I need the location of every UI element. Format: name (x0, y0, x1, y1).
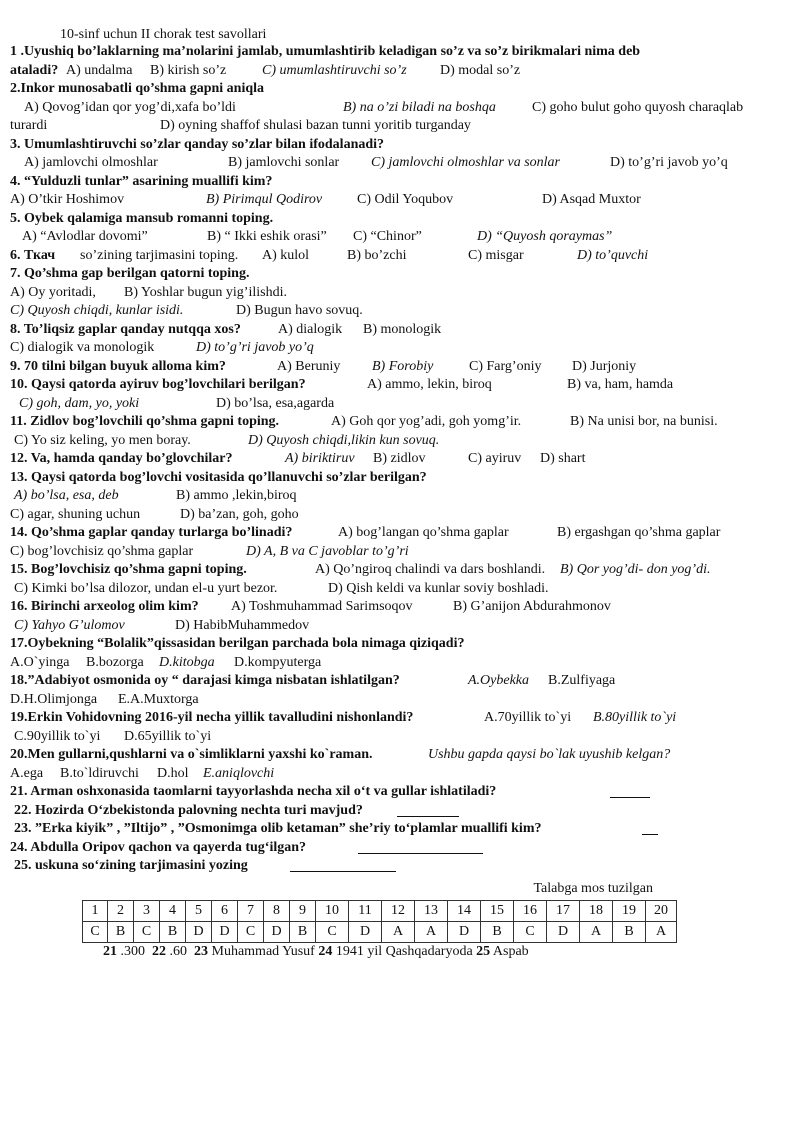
option-c: D.H.Olimjonga (10, 691, 98, 707)
option-a: A.O`yinga (10, 654, 70, 670)
option-d: D) “Quyosh qoraymas” (477, 229, 613, 244)
question-19-text: 19.Erkin Vohidovning 2016-yil necha yillik tavalludini nishonlandi? (10, 710, 414, 725)
question-14-options (10, 543, 790, 562)
answer-key-number-cell: 20 (646, 901, 677, 922)
open-answer-21: .300 (120, 944, 145, 959)
option-d: D) to’g’ri javob yo’q (196, 340, 314, 355)
answer-key-number-cell: 1 (83, 901, 108, 922)
answer-key-answer-cell: D (264, 922, 290, 943)
open-answer-number: 25 (476, 944, 491, 959)
answer-key-answer-cell: A (580, 922, 613, 943)
option-a: A) bog’langan qo’shma gaplar (338, 525, 509, 540)
option-b: B) ergashgan qo’shma gaplar (557, 525, 721, 540)
option-d: D.65yillik to`yi (124, 728, 212, 744)
answer-key-number-cell: 12 (382, 901, 415, 922)
option-a: A) ammo, lekin, biroq (367, 377, 492, 392)
option-b: B) G’anijon Abdurahmonov (453, 599, 611, 614)
question-25-text: 25. uskuna so‘zining tarjimasini yozing (14, 858, 248, 873)
option-a: A) “Avlodlar dovomi” (22, 229, 148, 244)
open-answer-number: 23 (194, 944, 208, 959)
option-b: B) kirish so’z (150, 62, 227, 78)
option-c: C) Yahyo G’ulomov (14, 617, 125, 633)
answer-key-number-cell: 7 (238, 901, 264, 922)
answer-key-number-cell: 5 (186, 901, 212, 922)
answer-key-number-cell: 19 (613, 901, 646, 922)
question-1-text-cont: ataladi? (10, 62, 59, 78)
option-a: A) Qo’ngiroq chalindi va dars boshlandi. (315, 562, 546, 577)
question-17-text: 17.Oybekning “Bolalik”qissasidan berilgan parchada bola nimaga qiziqadi? (10, 636, 465, 651)
question-20-options (10, 765, 790, 784)
option-a: A) Qovog’idan qor yog’di,xafa bo’ldi (24, 99, 236, 115)
question-17-options (10, 654, 790, 673)
option-d: D) shart (540, 451, 586, 466)
answer-key-table (82, 900, 677, 943)
question-11 (10, 413, 790, 432)
question-2-options-cont (10, 117, 790, 136)
question-7 (10, 265, 790, 284)
question-2-text: 2.Inkor munosabatli qo’shma gapni aniqla (10, 81, 265, 96)
question-15-options (10, 580, 790, 599)
question-19-options (10, 728, 790, 747)
option-b: B) Pirimqul Qodirov (206, 192, 323, 207)
question-12-text: 12. Va, hamda qanday bo’glovchilar? (10, 451, 233, 466)
option-b: B) monologik (363, 321, 442, 337)
option-b: B) Qor yog’di- don yog’di. (560, 562, 711, 577)
question-2 (10, 80, 790, 99)
answer-blank[interactable] (642, 820, 658, 835)
answer-key-answer-cell: A (646, 922, 677, 943)
question-23-text: 23. ”Erka kiyik” , ”Iltijo” , ”Osmonimga olib ketaman” she’riy to‘plamlar muallifi kim? (14, 821, 542, 836)
question-18-options (10, 691, 790, 710)
option-a: A) bo’lsa, esa, deb (14, 488, 119, 503)
question-8-options (10, 339, 790, 358)
answer-key-answer-cell: B (160, 922, 186, 943)
question-13-options (10, 487, 790, 506)
question-7-text: 7. Qo’shma gap berilgan qatorni toping. (10, 266, 250, 281)
option-b: B) na o’zi biladi na boshqa (343, 99, 496, 115)
answer-key-numbers-row (83, 901, 677, 922)
answer-key-answer-cell: A (382, 922, 415, 943)
question-9 (10, 358, 790, 377)
option-d: E.aniqlovchi (203, 765, 275, 781)
question-20-text: 20.Men gullarni,qushlarni va o`simliklarni yaxshi ko`raman. (10, 747, 373, 762)
option-b: B) jamlovchi sonlar (228, 155, 340, 170)
answer-blank[interactable] (358, 839, 483, 854)
answer-key-answer-cell: D (547, 922, 580, 943)
option-b: B) Forobiy (372, 358, 434, 374)
question-13 (10, 469, 790, 488)
option-d: D) Bugun havo sovuq. (236, 303, 363, 318)
page-title: 10-sinf uchun II chorak test savollari (60, 27, 267, 42)
question-6-text: 6. Ткач (10, 247, 56, 263)
answer-key-number-cell: 4 (160, 901, 186, 922)
answer-key-number-cell: 18 (580, 901, 613, 922)
option-a: A) dialogik (278, 321, 343, 337)
answer-blank[interactable] (397, 802, 459, 817)
question-5 (10, 210, 790, 229)
question-20 (10, 746, 790, 765)
option-a: A) biriktiruv (285, 451, 355, 466)
test-page (10, 26, 790, 876)
option-d: E.A.Muxtorga (118, 691, 199, 707)
option-c: C) Yo siz keling, yo men boray. (14, 432, 191, 448)
option-c: D.kitobga (159, 654, 215, 670)
option-b: B) bo’zchi (347, 247, 407, 263)
option-b: B.to`ldiruvchi (60, 765, 139, 781)
option-c-cont: turardi (10, 118, 48, 133)
question-4-options (10, 191, 790, 210)
answer-key-caption: Talabga mos tuzilgan (533, 881, 653, 896)
question-1-text: 1 .Uyushiq bo’laklarning ma’nolarini jamlab, umumlashtirib keladigan so’z va so’z birikmalari nima deb (10, 44, 641, 59)
option-d: D) ba’zan, goh, goho (180, 506, 299, 522)
option-d: D) modal so’z (440, 62, 521, 78)
option-d: D) bo’lsa, esa,agarda (216, 395, 335, 411)
answer-key-answer-cell: C (134, 922, 160, 943)
question-12 (10, 450, 790, 469)
open-answer-23: Muhammad Yusuf (211, 944, 315, 959)
question-8 (10, 321, 790, 340)
question-21 (10, 783, 790, 802)
open-answer-number: 24 (318, 944, 333, 959)
option-b: B) va, ham, hamda (567, 377, 674, 392)
option-c: C) jamlovchi olmoshlar va sonlar (371, 155, 560, 170)
option-a: A.ega (10, 765, 44, 781)
option-c: C) ayiruv (468, 451, 522, 466)
question-17 (10, 635, 790, 654)
question-13-text: 13. Qaysi qatorda bog’lovchi vositasida qo’llanuvchi so’zlar berilgan? (10, 469, 427, 485)
option-d: D) Qish keldi va kunlar soviy boshladi. (328, 580, 549, 596)
answer-key-number-cell: 2 (108, 901, 134, 922)
answer-key-answer-cell: B (481, 922, 514, 943)
question-18 (10, 672, 790, 691)
option-a: A) Beruniy (277, 358, 341, 374)
option-a: A) Oy yoritadi, (10, 284, 96, 300)
question-19 (10, 709, 790, 728)
option-d: D) A, B va C javoblar to’g’ri (246, 543, 409, 559)
open-answer-number: 22 (152, 944, 166, 959)
answer-key-number-cell: 14 (448, 901, 481, 922)
question-25 (10, 857, 790, 876)
option-c: C) Farg’oniy (469, 358, 542, 374)
option-d: D) Asqad Muxtor (542, 192, 641, 207)
question-5-text: 5. Oybek qalamiga mansub romanni toping. (10, 210, 274, 226)
option-c: C) misgar (468, 247, 524, 263)
answer-key-number-cell: 16 (514, 901, 547, 922)
option-b: B) zidlov (373, 451, 426, 466)
question-6-text-cont: so’zining tarjimasini toping. (80, 247, 239, 263)
option-d: D.kompyuterga (234, 654, 322, 670)
option-c: C) Odil Yoqubov (357, 192, 454, 207)
option-a: A.70yillik to`yi (484, 710, 572, 725)
answer-key-number-cell: 13 (415, 901, 448, 922)
question-1 (10, 43, 790, 62)
question-3-text: 3. Umumlashtiruvchi so’zlar qanday so’zlar bilan ifodalanadi? (10, 136, 385, 152)
answer-key-number-cell: 15 (481, 901, 514, 922)
option-d: D) oyning shaffof shulasi bazan tunni yoritib turganday (160, 118, 471, 133)
option-c: C) dialogik va monologik (10, 340, 155, 355)
answer-key-number-cell: 17 (547, 901, 580, 922)
question-9-text: 9. 70 tilni bilgan buyuk alloma kim? (10, 358, 226, 374)
question-10 (10, 376, 790, 395)
answer-key-answer-cell: B (108, 922, 134, 943)
question-14 (10, 524, 790, 543)
option-c: C) goh, dam, yo, yoki (19, 395, 140, 411)
option-c: C) Kimki bo’lsa dilozor, undan el-u yurt bezor. (14, 580, 278, 596)
question-18-text: 18.”Adabiyot osmonida oy “ darajasi kimga nisbatan ishlatilgan? (10, 673, 400, 688)
answer-key-number-cell: 8 (264, 901, 290, 922)
question-2-options (10, 99, 790, 118)
open-answer-25: Aspab (492, 944, 529, 959)
question-5-options (10, 228, 790, 247)
question-11-text: 11. Zidlov bog’lovchili qo’shma gapni toping. (10, 414, 280, 429)
answer-key-answer-cell: A (415, 922, 448, 943)
answer-key-answer-cell: D (186, 922, 212, 943)
option-a: A) Goh qor yog’adi, goh yomg’ir. (331, 414, 522, 429)
question-4 (10, 173, 790, 192)
open-answer-number: 21 (103, 944, 117, 959)
answer-blank[interactable] (610, 783, 650, 798)
answer-key-answer-cell: D (349, 922, 382, 943)
answer-key-number-cell: 6 (212, 901, 238, 922)
open-answers (103, 944, 529, 960)
answer-key-number-cell: 10 (316, 901, 349, 922)
question-14-text: 14. Qo’shma gaplar qanday turlarga bo’linadi? (10, 525, 293, 540)
question-20-text-cont: Ushbu gapda qaysi bo`lak uyushib kelgan? (428, 747, 671, 762)
question-16-text: 16. Birinchi arxeolog olim kim? (10, 599, 199, 614)
option-b: B.80yillik to`yi (593, 710, 677, 725)
question-10-options (10, 395, 790, 414)
question-22-text: 22. Hozirda O‘zbekistonda palovning nechta turi mavjud? (14, 802, 363, 818)
option-c: C) agar, shuning uchun (10, 506, 141, 522)
option-c: D.hol (157, 765, 189, 781)
open-answer-22: .60 (169, 944, 187, 959)
answer-key-answer-cell: C (316, 922, 349, 943)
option-c: C) Quyosh chiqdi, kunlar isidi. (10, 303, 184, 318)
question-16 (10, 598, 790, 617)
question-22 (10, 802, 790, 821)
option-a: A) jamlovchi olmoshlar (24, 155, 158, 170)
question-23 (10, 820, 790, 839)
open-answer-24: 1941 yil Qashqadaryoda (335, 944, 473, 959)
option-c: C.90yillik to`yi (14, 728, 101, 744)
option-b: B) ammo ,lekin,biroq (176, 488, 297, 503)
question-7-options (10, 284, 790, 303)
option-b: B) “ Ikki eshik orasi” (207, 229, 327, 244)
option-d: D) HabibMuhammedov (175, 617, 310, 633)
question-16-options (10, 617, 790, 636)
option-a: A) kulol (262, 247, 310, 263)
question-15-text: 15. Bog’lovchisiz qo’shma gapni toping. (10, 562, 247, 577)
option-a: A.Oybekka (468, 673, 530, 688)
question-3-options (10, 154, 790, 173)
answer-key-number-cell: 11 (349, 901, 382, 922)
answer-blank[interactable] (290, 857, 396, 872)
answer-key-answer-cell: C (514, 922, 547, 943)
question-1-options (10, 62, 790, 81)
question-8-text: 8. To’liqsiz gaplar qanday nutqqa xos? (10, 321, 241, 337)
answer-key-answer-cell: C (238, 922, 264, 943)
option-d: D) to’g’ri javob yo’q (610, 155, 728, 170)
question-3 (10, 136, 790, 155)
question-10-text: 10. Qaysi qatorda ayiruv bog’lovchilari berilgan? (10, 377, 306, 392)
question-24-text: 24. Abdulla Oripov qachon va qayerda tug‘ilgan? (10, 839, 307, 855)
question-4-text: 4. “Yulduzli tunlar” asarining muallifi kim? (10, 173, 273, 189)
answer-key-answer-cell: B (290, 922, 316, 943)
option-b: B.Zulfiyaga (548, 673, 616, 688)
answer-key-number-cell: 9 (290, 901, 316, 922)
option-c: C) bog’lovchisiz qo’shma gaplar (10, 543, 194, 559)
option-c: C) “Chinor” (353, 229, 422, 244)
option-a: A) Toshmuhammad Sarimsoqov (231, 599, 413, 614)
option-b: B) Yoshlar bugun yig’ilishdi. (124, 284, 287, 300)
answer-key-answer-cell: C (83, 922, 108, 943)
option-a: A) undalma (66, 62, 133, 78)
answer-key-answer-cell: D (448, 922, 481, 943)
option-c: C) umumlashtiruvchi so’z (262, 62, 407, 78)
option-d: D) Quyosh chiqdi,likin kun sovuq. (248, 432, 440, 448)
question-24 (10, 839, 790, 858)
question-21-text: 21. Arman oshxonasida taomlarni tayyorlashda necha xil o‘t va gullar ishlatiladi? (10, 784, 497, 799)
option-a: A) O’tkir Hoshimov (10, 192, 125, 207)
option-d: D) to’quvchi (577, 247, 649, 263)
answer-key-answer-cell: D (212, 922, 238, 943)
option-d: D) Jurjoniy (572, 358, 637, 374)
answer-key-answers-row (83, 922, 677, 943)
option-c: C) goho bulut goho quyosh charaqlab (532, 99, 744, 115)
question-7-options-cont (10, 302, 790, 321)
question-15 (10, 561, 790, 580)
option-b: B.bozorga (86, 654, 144, 670)
answer-key-number-cell: 3 (134, 901, 160, 922)
question-11-options (10, 432, 790, 451)
option-b: B) Na unisi bor, na bunisi. (570, 414, 718, 429)
question-13-options-cont (10, 506, 790, 525)
answer-key-answer-cell: B (613, 922, 646, 943)
question-6 (10, 247, 790, 266)
